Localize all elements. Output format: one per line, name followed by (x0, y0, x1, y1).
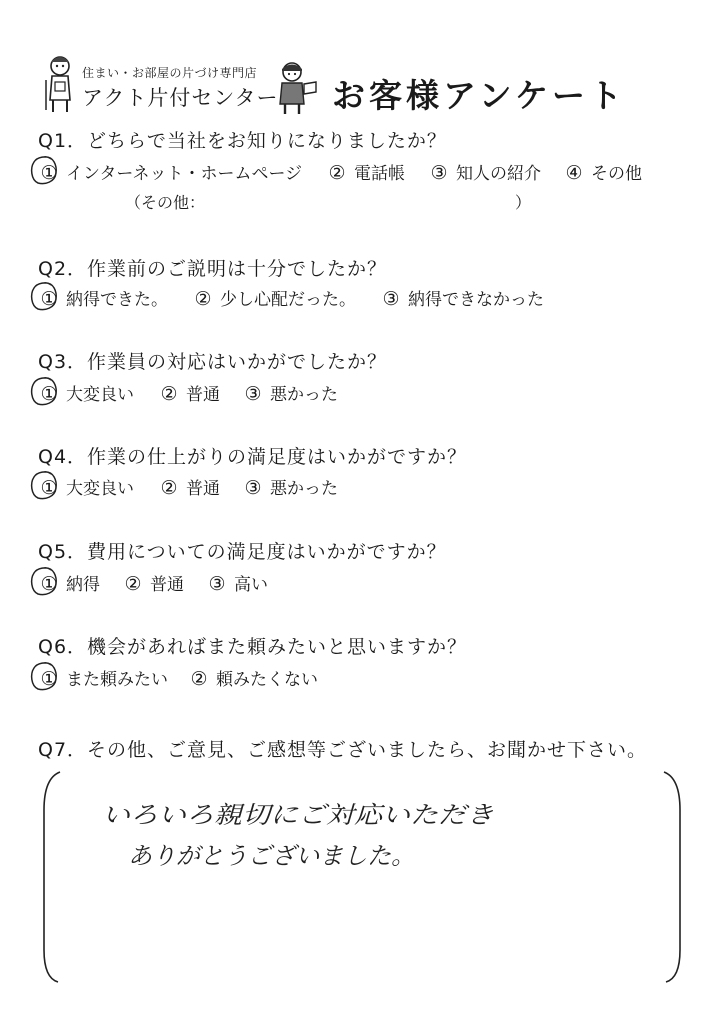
option-number: ③ (244, 383, 262, 405)
option-label: 知人の紹介 (456, 164, 541, 184)
option-label: 悪かった (270, 479, 338, 499)
option-q3-2[interactable] (158, 380, 220, 405)
option-q1-4[interactable] (563, 159, 642, 184)
option-q5-3[interactable] (206, 570, 268, 595)
option-label: 普通 (150, 575, 184, 595)
option-q1-1[interactable] (38, 159, 302, 184)
option-number: ② (190, 668, 208, 690)
option-q3-3[interactable] (242, 380, 338, 405)
form-title: お客様アンケート (332, 76, 627, 115)
option-label: 頼みたくない (216, 670, 318, 690)
option-label: インターネット・ホームページ (66, 164, 303, 184)
option-number: ① (40, 668, 58, 690)
option-number: ④ (565, 162, 583, 184)
options-q3 (38, 380, 438, 406)
option-number: ③ (208, 573, 226, 595)
option-q6-1[interactable] (38, 665, 168, 690)
mascot-right-icon (274, 58, 318, 116)
option-label: 高い (234, 575, 268, 595)
option-number: ③ (382, 288, 400, 310)
option-number: ② (160, 383, 178, 405)
option-q2-2[interactable] (192, 285, 356, 310)
option-number: ③ (430, 162, 448, 184)
options-q2 (38, 285, 678, 311)
option-number: ② (160, 477, 178, 499)
option-label: 少し心配だった。 (220, 290, 356, 310)
option-number: ② (328, 162, 346, 184)
option-q6-2[interactable] (188, 665, 318, 690)
option-label: 普通 (186, 385, 220, 405)
option-label: 大変良い (66, 385, 134, 405)
other-prompt: （その他： (125, 193, 206, 212)
option-q4-3[interactable] (242, 474, 338, 499)
question-2: Q2．作業前のご説明は十分でしたか？ (38, 258, 388, 280)
option-label: また頼みたい (66, 670, 168, 690)
option-label: 普通 (186, 479, 220, 499)
options-q5 (38, 570, 358, 596)
options-q6 (38, 665, 438, 691)
option-number: ② (124, 573, 142, 595)
option-label: 納得できなかった (408, 290, 544, 310)
option-label: 悪かった (270, 385, 338, 405)
option-label: 電話帳 (354, 164, 405, 184)
shop-tagline: 住まい・お部屋の片づけ専門店 (82, 66, 258, 80)
option-label: 納得できた。 (66, 290, 168, 310)
options-q4 (38, 474, 438, 500)
option-number: ① (40, 288, 58, 310)
other-close-paren: ） (515, 193, 532, 212)
mascot-left-icon (42, 52, 78, 116)
option-label: 納得 (66, 575, 100, 595)
option-number: ③ (244, 477, 262, 499)
option-q5-1[interactable] (38, 570, 100, 595)
question-3: Q3．作業員の対応はいかがでしたか？ (38, 351, 388, 373)
comment-box[interactable] (38, 770, 686, 985)
option-q5-2[interactable] (122, 570, 184, 595)
question-6: Q6．機会があればまた頼みたいと思いますか？ (38, 636, 468, 658)
option-q2-1[interactable] (38, 285, 168, 310)
option-q4-1[interactable] (38, 474, 134, 499)
option-number: ① (40, 162, 58, 184)
question-4: Q4．作業の仕上がりの満足度はいかがですか？ (38, 446, 468, 468)
comment-line-1: いろいろ親切にご対応いただき (102, 801, 494, 829)
option-number: ① (40, 573, 58, 595)
shop-name: アクト片付センター (82, 86, 279, 110)
question-7: Q7．その他、ご意見、ご感想等ございましたら、お聞かせ下さい。 (38, 739, 648, 761)
option-q2-3[interactable] (380, 285, 544, 310)
options-q1 (38, 159, 678, 185)
option-q4-2[interactable] (158, 474, 220, 499)
option-q3-1[interactable] (38, 380, 134, 405)
option-number: ① (40, 477, 58, 499)
option-number: ① (40, 383, 58, 405)
question-5: Q5．費用についての満足度はいかがですか？ (38, 541, 447, 563)
option-label: その他 (591, 164, 642, 184)
option-label: 大変良い (66, 479, 134, 499)
option-number: ② (194, 288, 212, 310)
comment-line-2: ありがとうございました。 (128, 842, 415, 870)
question-1: Q1．どちらで当社をお知りになりましたか？ (38, 130, 447, 152)
option-q1-2[interactable] (326, 159, 405, 184)
option-q1-3[interactable] (428, 159, 541, 184)
